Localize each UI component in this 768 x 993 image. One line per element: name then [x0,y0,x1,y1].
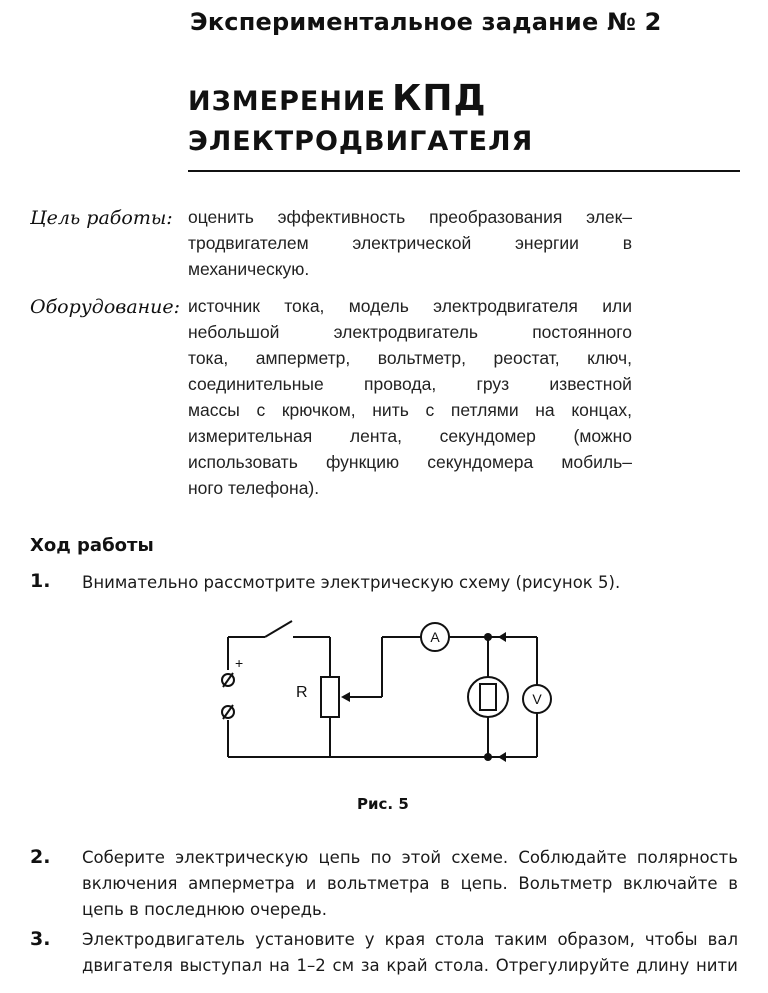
voltmeter-arrow-bottom [498,752,506,762]
word: двигателя [82,956,173,975]
word: цепь. [460,874,508,893]
word: Вольтметр [518,874,613,893]
word: вольтметра [327,874,430,893]
equipment-line [188,452,632,473]
title-line-2: ЭЛЕКТРОДВИГАТЕЛЯ [188,126,534,157]
step-line: Внимательно рассмотрите электрическую схему (рисунок 5). [82,573,621,592]
word: энергии [514,233,579,253]
word: измерительная [188,426,313,446]
word: выступал [179,956,263,975]
switch-blade [265,621,292,637]
step-number: 1. [30,570,51,592]
word: Соберите [82,848,165,867]
word: в [728,874,738,893]
ammeter-label: A [430,629,440,645]
word: стола [435,930,485,949]
word: оценить [188,207,254,227]
word: см [332,956,355,975]
word: длину [636,956,690,975]
word: реостат, [493,348,560,368]
word: тока, [188,348,229,368]
equipment-line: ного телефона). [188,478,320,498]
word: крючком, [281,400,356,420]
word: включения [82,874,178,893]
word: или [602,296,632,316]
word: с [425,400,435,420]
title-underline [188,170,740,172]
word: электрической [352,233,472,253]
step-number: 3. [30,928,51,950]
word: известной [549,374,632,394]
word: схеме. [451,848,509,867]
step-line [82,956,738,975]
step-line [82,930,738,949]
word: (можно [573,426,632,446]
resistor-body [321,677,339,717]
word: лента, [349,426,402,446]
word: за [360,956,380,975]
word: чтобы [644,930,698,949]
word: край [386,956,428,975]
word: массы [188,400,240,420]
word: электродвигателя [433,296,578,316]
word: Отрегулируйте [495,956,630,975]
word: на [268,956,290,975]
equipment-line [188,296,632,317]
voltmeter-label: V [532,691,542,707]
step-line: цепь в последнюю очередь. [82,900,327,919]
word: элек– [586,207,632,227]
word: вал [707,930,738,949]
word: Электродвигатель [82,930,246,949]
step-line [82,874,738,893]
word: электродвигатель [333,322,479,342]
equipment-line [188,348,632,369]
goal-line [188,207,632,228]
word: полярность [636,848,738,867]
word: вольтметр, [377,348,466,368]
word: небольшой [188,322,280,342]
word: ключ, [587,348,632,368]
step-number: 2. [30,846,51,868]
word: цепь [318,848,361,867]
word: источник [188,296,260,316]
word: концах, [571,400,632,420]
voltmeter-arrow-top [498,632,506,642]
word: преобразования [429,207,563,227]
word: установите [255,930,355,949]
word: таким [494,930,548,949]
title-line-1 [188,78,487,119]
word: с [256,400,266,420]
node-bottom [484,753,492,761]
word: 1–2 [296,956,326,975]
word: секундомер [439,426,536,446]
word: провода, [363,374,437,394]
node-top [484,633,492,641]
word: постоянного [532,322,632,342]
word: по [370,848,392,867]
word: груз [476,374,510,394]
word: на [535,400,555,420]
motor-armature [480,684,496,710]
goal-line [188,233,632,254]
title-word-measurement: ИЗМЕРЕНИЕ [188,86,386,117]
word: края [384,930,426,949]
equipment-label: Оборудование: [30,296,181,318]
word: электрическую [175,848,309,867]
title-word-efficiency: КПД [391,78,487,119]
word: амперметра [188,874,295,893]
task-header: Экспериментальное задание № 2 [190,8,662,36]
goal-line: механическую. [188,259,310,279]
word: стола. [434,956,489,975]
word: амперметр, [255,348,351,368]
resistor-label: R [296,684,308,701]
word: тока, [284,296,325,316]
word: мобиль– [561,452,632,472]
equipment-line [188,426,632,447]
procedure-heading: Ход работы [30,535,154,556]
word: функцию [325,452,400,472]
word: у [364,930,375,949]
word: соединительные [188,374,324,394]
word: в [440,874,450,893]
figure-caption: Рис. 5 [357,795,409,813]
word: петлями [450,400,519,420]
word: нити [696,956,738,975]
word: и [305,874,317,893]
word: эффективность [277,207,406,227]
word: включайте [623,874,718,893]
plus-sign: + [235,655,244,671]
word: модель [348,296,409,316]
equipment-line [188,374,632,395]
word: тродвигателем [188,233,309,253]
word: Соблюдайте [518,848,627,867]
equipment-line [188,400,632,421]
circuit-diagram [200,612,560,772]
word: в [622,233,632,253]
slider-arrowhead [341,692,350,702]
step-line [82,848,738,867]
word: секундомера [427,452,534,472]
word: этой [401,848,442,867]
equipment-line [188,322,632,343]
word: образом, [557,930,635,949]
word: нить [372,400,409,420]
word: использовать [188,452,298,472]
goal-label: Цель работы: [30,207,173,229]
